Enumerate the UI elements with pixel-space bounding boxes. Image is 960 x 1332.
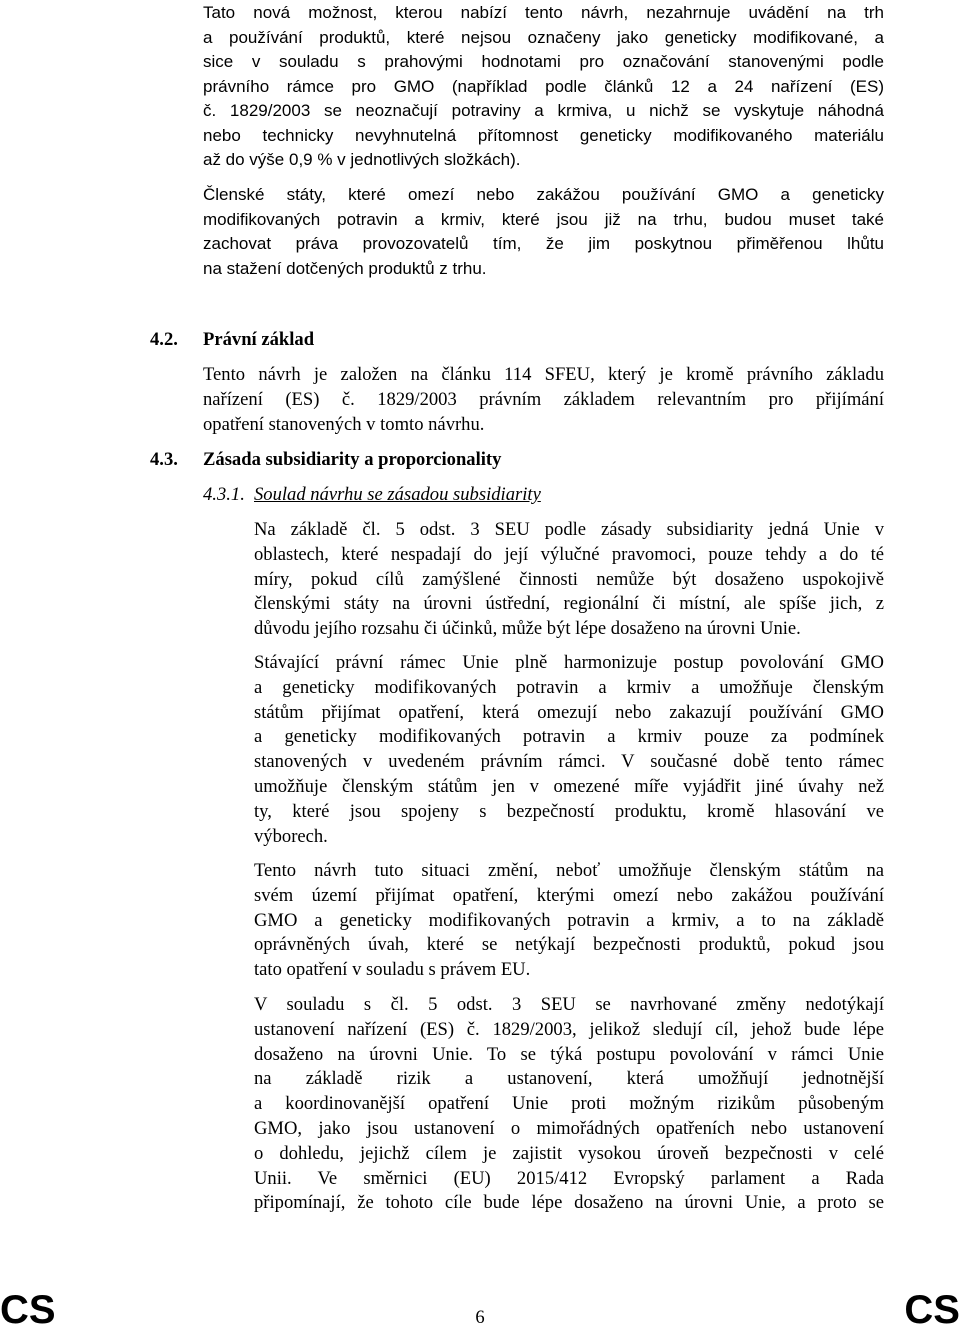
paragraph-legal-basis [203, 363, 884, 437]
text-line: Tento návrh je založen na článku 114 SFEU, který je kromě právního základu [203, 364, 884, 385]
text-line: o dohledu, jejichž cílem je zajistit vysokou úroveň bezpečnosti v celé [254, 1142, 884, 1164]
text-line: a geneticky modifikovaných potravin a krmiv a umožňuje členským [254, 676, 884, 698]
text-line: opatření stanovených v tomto návrhu. [203, 413, 485, 435]
paragraph-current-framework [254, 651, 884, 849]
text-line: výborech. [254, 825, 328, 847]
text-line: oblastech, které nespadají do její výlučné pravomoci, pouze tehdy a do té [254, 543, 884, 565]
section-number-4-2: 4.2. [150, 329, 178, 350]
text-line: oprávněných úvah, které se netýkají bezpečnosti produktů, pokud jsou [254, 934, 884, 956]
text-line: Stávající právní rámec Unie plně harmonizuje postup povolování GMO [254, 652, 884, 673]
text-line: důvodu jejího rozsahu či účinků, může být lépe dosaženo na úrovni Unie. [254, 618, 801, 640]
text-line: na stažení dotčených produktů z trhu. [203, 258, 487, 278]
text-line: a používání produktů, které nejsou označeny jako geneticky modifikované, a [203, 27, 884, 47]
text-line: zachovat práva provozovatelů tím, že jim poskytnou přiměřenou lhůtu [203, 234, 884, 253]
section-title-subsidiarity: Zásada subsidiarity a proporcionality [203, 449, 502, 470]
text-line: Členské státy, které omezí nebo zakážou používání GMO a geneticky [203, 185, 884, 204]
text-line: modifikovaných potravin a krmiv, které jsou již na trhu, budou muset také [203, 209, 884, 229]
text-line: sice v souladu s prahovými hodnotami pro označování stanovenými podle [203, 52, 884, 71]
text-line: GMO, jako jsou ustanovení o mimořádných opatřeních nebo ustanovení [254, 1117, 884, 1139]
text-line: právního rámce pro GMO (například podle článků 12 a 24 nařízení (ES) [203, 76, 884, 96]
text-line: členskými státy na úrovni ústřední, regionální či místní, ale spíše jich, z [254, 593, 884, 615]
text-line: svém území přijímat opatření, kterými omezí nebo zakážou používání [254, 884, 884, 906]
text-line: a koordinovanější opatření Unie proti možným rizikům působeným [254, 1093, 884, 1115]
paragraph-union-level [254, 993, 884, 1216]
text-line: nebo technicky nevyhnutelná přítomnost geneticky modifikovaného materiálu [203, 125, 884, 145]
text-line: ustanovení nařízení (ES) č. 1829/2003, jelikož sledují cíl, jehož bude lépe [254, 1018, 884, 1040]
subsection-title-subsidiarity-compliance: Soulad návrhu se zásadou subsidiarity [254, 484, 541, 505]
text-line: až do výše 0,9 % v jednotlivých složkách). [203, 150, 521, 169]
section-title-legal-basis: Právní základ [203, 329, 315, 350]
text-line: GMO a geneticky modifikovaných potravin a krmiv, a to na základě [254, 909, 884, 931]
text-line: Na základě čl. 5 odst. 3 SEU podle zásady subsidiarity jedná Unie v [254, 519, 884, 540]
footer-language-code-left: CS [0, 1288, 56, 1332]
text-line: a geneticky modifikovaných potravin a krmiv pouze za podmínek [254, 726, 884, 748]
text-line: stanovených v uvedeném právním rámci. V současné době tento rámec [254, 751, 884, 773]
page-number: 6 [475, 1307, 485, 1328]
text-line: na základě rizik a ustanovení, která umožňují jednotnější [254, 1068, 884, 1090]
text-line: nařízení (ES) č. 1829/2003 právním základem relevantním pro přijímání [203, 388, 884, 410]
section-number-4-3: 4.3. [150, 449, 178, 470]
text-line: státům přijímat opatření, která omezují nebo zakazují používání GMO [254, 701, 884, 723]
text-line: Tato nová možnost, kterou nabízí tento návrh, nezahrnuje uvádění na trh [203, 3, 884, 22]
text-line: tato opatření v souladu s právem EU. [254, 959, 531, 981]
footer-language-code-right: CS [904, 1288, 960, 1332]
paragraph-subsidiarity-principle [254, 518, 884, 642]
paragraph-member-states [203, 183, 884, 281]
text-line: umožňuje členským státům jen v omezené míře vyjádřit jiné úvahy než [254, 775, 884, 797]
paragraph-gmo-labelling [203, 1, 884, 173]
text-line: připomínají, že tohoto cíle bude lépe dosaženo na úrovni Unie, a proto se [254, 1192, 884, 1214]
paragraph-proposal-change [254, 859, 884, 983]
text-line: dosaženo na úrovni Unie. To se týká postupu povolování v rámci Unie [254, 1043, 884, 1065]
text-line: č. 1829/2003 se neoznačují potraviny a krmiva, u nichž se vyskytuje náhodná [203, 101, 884, 120]
text-line: míry, pokud cílů zamýšlené činnosti nemůže být dosaženo uspokojivě [254, 568, 884, 590]
text-line: ty, které jsou spojeny s bezpečností produktu, kromě hlasování ve [254, 800, 884, 822]
subsection-number-4-3-1: 4.3.1. [203, 484, 245, 505]
text-line: Tento návrh tuto situaci změní, neboť umožňuje členským státům na [254, 860, 884, 881]
text-line: Unii. Ve směrnici (EU) 2015/412 Evropský parlament a Rada [254, 1167, 884, 1189]
text-line: V souladu s čl. 5 odst. 3 SEU se navrhované změny nedotýkají [254, 994, 884, 1015]
